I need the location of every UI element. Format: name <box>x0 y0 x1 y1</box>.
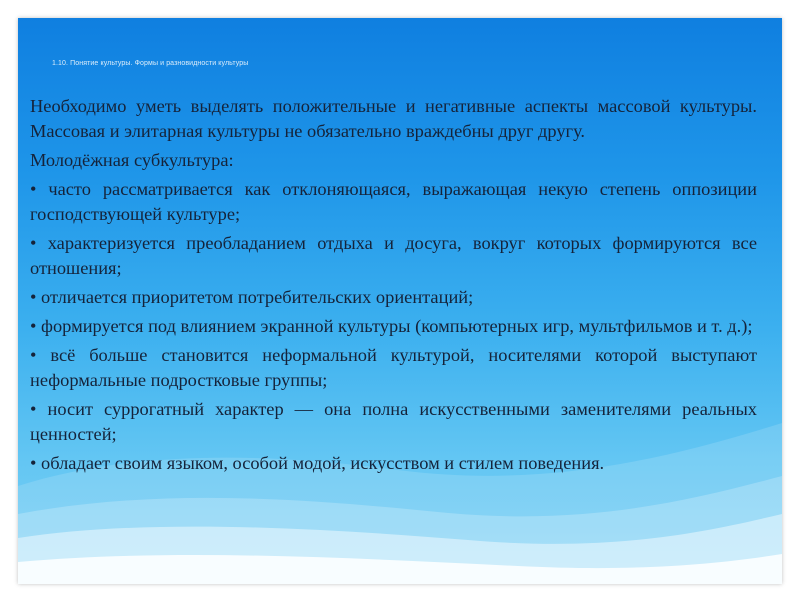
bullet-item: • характеризуется преобладанием отдыха и досуга, вокруг которых формируются все отношения; <box>30 233 757 278</box>
bullet-item: • обладает своим языком, особой модой, искусством и стилем поведения. <box>30 453 605 473</box>
bullet-item: • отличается приоритетом потребительских ориентаций; <box>30 287 474 307</box>
bullet-item: • всё больше становится неформальной культурой, носителями которой выступают неформальные подростковые группы; <box>30 345 757 390</box>
bullet-item: • формируется под влиянием экранной культуры (компьютерных игр, мультфильмов и т. д.); <box>30 316 753 336</box>
bullet-item: • носит суррогатный характер — она полна искусственными заменителями реальных ценностей; <box>30 399 757 444</box>
section-heading: Молодёжная субкультура: <box>30 150 234 170</box>
slide-header: 1.10. Понятие культуры. Формы и разновидности культуры <box>52 60 249 67</box>
intro-paragraph: Необходимо уметь выделять положительные и негативные аспекты массовой культуры. Массовая и элитарная культуры не обязательно враждебны друг другу. <box>30 96 757 141</box>
slide-body <box>30 94 757 480</box>
bullet-item: • часто рассматривается как отклоняющаяся, выражающая некую степень оппозиции господствующей культуре; <box>30 179 757 224</box>
presentation-slide <box>18 18 782 584</box>
